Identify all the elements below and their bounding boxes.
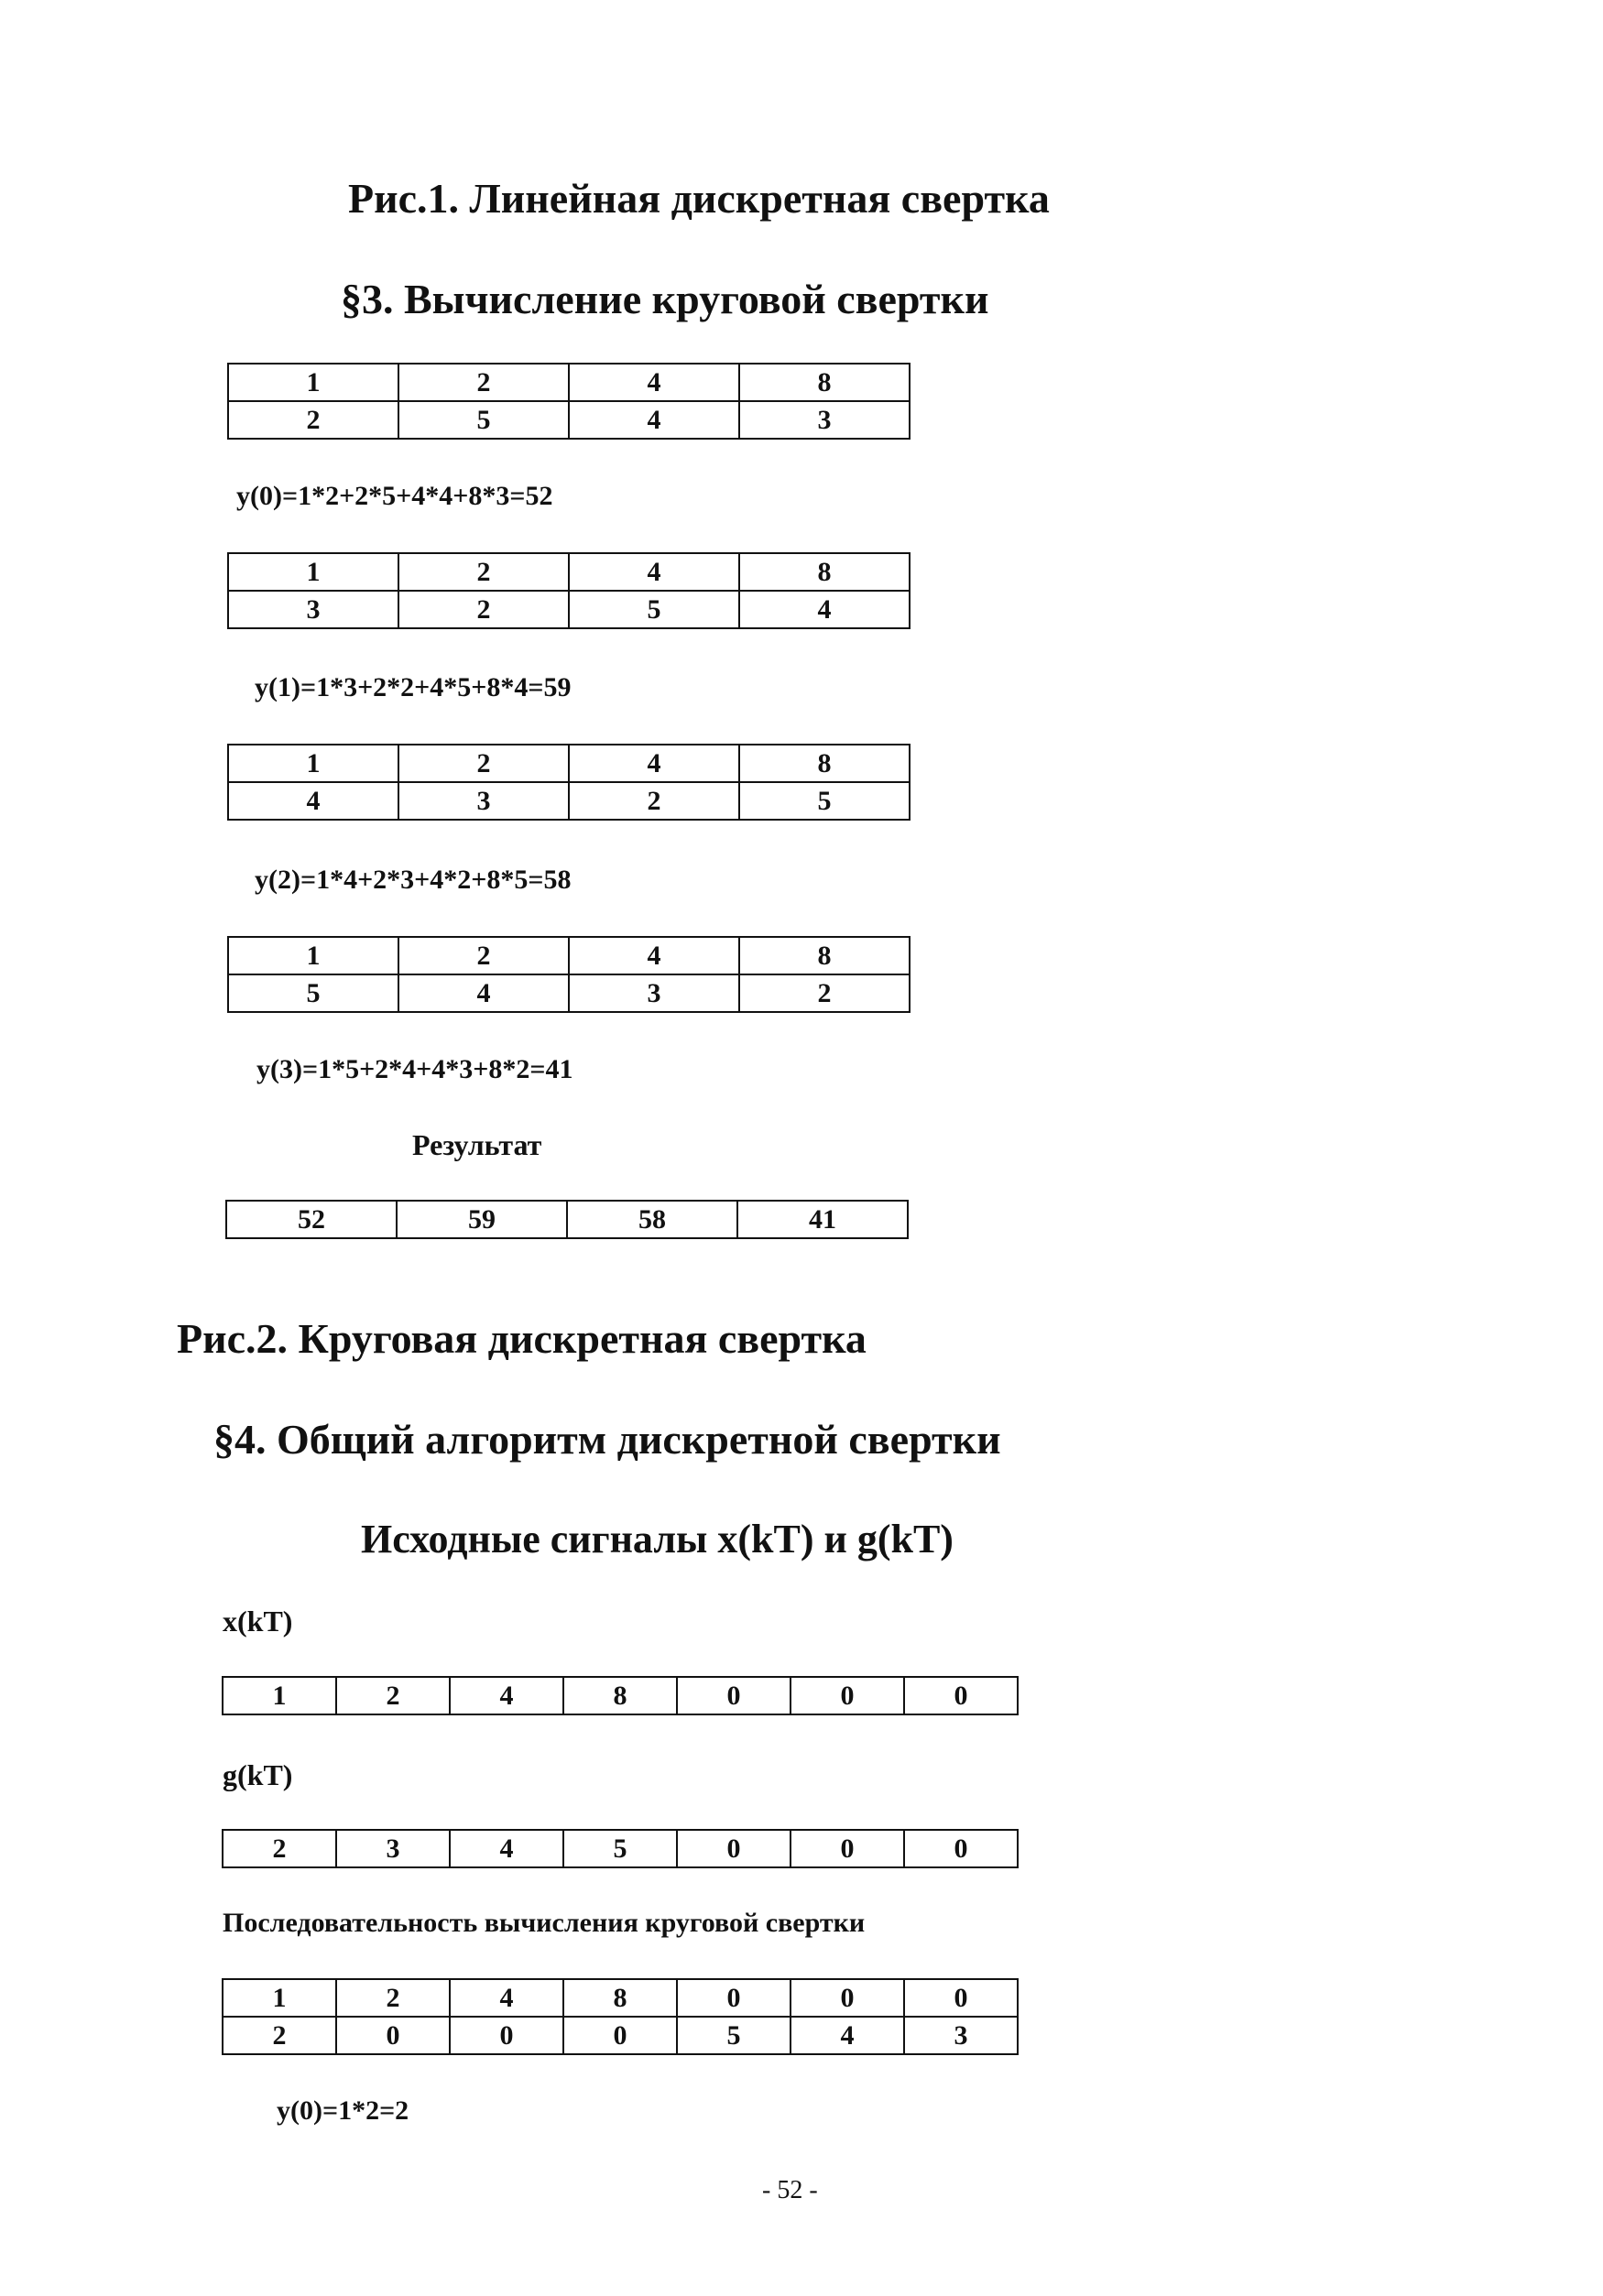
sequence-step-0-table: [222, 1978, 1019, 2055]
section-4-subtitle: Исходные сигналы x(kT) и g(kT): [361, 1517, 954, 1561]
formula-y2: y(2)=1*4+2*3+4*2+8*5=58: [255, 865, 572, 895]
table-cell: 58: [567, 1201, 737, 1238]
table-row: [228, 782, 910, 820]
table-row: [228, 591, 910, 628]
g-signal-table: [222, 1829, 1019, 1868]
table-cell: 1: [223, 1677, 336, 1714]
table-cell: 0: [450, 2017, 563, 2054]
table-cell: 0: [791, 1979, 904, 2017]
table-cell: 2: [336, 1677, 450, 1714]
table-cell: 52: [226, 1201, 397, 1238]
table-cell: 4: [791, 2017, 904, 2054]
table-cell: 0: [563, 2017, 677, 2054]
table-row: [228, 974, 910, 1012]
table-cell: 8: [563, 1677, 677, 1714]
table-cell: 0: [904, 1830, 1018, 1867]
circular-step-3-table: [227, 936, 911, 1013]
table-cell: 5: [677, 2017, 791, 2054]
table-cell: 2: [398, 553, 569, 591]
table-cell: 8: [739, 745, 910, 782]
x-signal-label: x(kT): [223, 1605, 293, 1638]
table-cell: 4: [569, 364, 739, 401]
table-cell: 1: [228, 364, 398, 401]
circular-step-2-table: [227, 744, 911, 821]
table-cell: 8: [739, 553, 910, 591]
table-cell: 3: [228, 591, 398, 628]
figure-2-caption: Рис.2. Круговая дискретная свертка: [177, 1315, 867, 1362]
table-row: [226, 1201, 908, 1238]
table-cell: 0: [677, 1830, 791, 1867]
table-cell: 8: [739, 364, 910, 401]
table-cell: 1: [228, 745, 398, 782]
formula-y3: y(3)=1*5+2*4+4*3+8*2=41: [256, 1054, 573, 1084]
table-cell: 4: [569, 745, 739, 782]
table-cell: 2: [398, 937, 569, 974]
circular-step-1-table: [227, 552, 911, 629]
table-cell: 0: [791, 1830, 904, 1867]
table-cell: 4: [569, 553, 739, 591]
table-cell: 0: [677, 1979, 791, 2017]
table-row: [223, 1677, 1018, 1714]
result-table: [225, 1200, 909, 1239]
section-3-title: §3. Вычисление круговой свертки: [341, 276, 989, 322]
page-number: - 52 -: [762, 2176, 818, 2204]
table-cell: 0: [904, 1979, 1018, 2017]
table-cell: 8: [563, 1979, 677, 2017]
table-cell: 2: [223, 2017, 336, 2054]
table-row: [228, 364, 910, 401]
g-signal-label: g(kT): [223, 1758, 293, 1791]
table-row: [228, 937, 910, 974]
table-cell: 2: [739, 974, 910, 1012]
sequence-formula-y0: y(0)=1*2=2: [277, 2095, 409, 2126]
table-cell: 1: [223, 1979, 336, 2017]
table-cell: 8: [739, 937, 910, 974]
table-cell: 5: [569, 591, 739, 628]
table-row: [223, 1979, 1018, 2017]
sequence-caption: Последовательность вычисления круговой свертки: [223, 1908, 866, 1938]
figure-1-caption: Рис.1. Линейная дискретная свертка: [348, 175, 1050, 222]
table-row: [228, 401, 910, 439]
table-cell: 4: [398, 974, 569, 1012]
formula-y0: y(0)=1*2+2*5+4*4+8*3=52: [236, 481, 553, 511]
table-cell: 4: [228, 782, 398, 820]
table-cell: 2: [569, 782, 739, 820]
table-cell: 4: [450, 1677, 563, 1714]
formula-y1: y(1)=1*3+2*2+4*5+8*4=59: [255, 672, 572, 702]
table-cell: 2: [398, 364, 569, 401]
table-cell: 5: [739, 782, 910, 820]
table-cell: 4: [569, 401, 739, 439]
table-cell: 4: [450, 1979, 563, 2017]
table-row: [223, 2017, 1018, 2054]
table-cell: 5: [228, 974, 398, 1012]
table-cell: 2: [336, 1979, 450, 2017]
table-cell: 3: [398, 782, 569, 820]
result-label: Результат: [412, 1128, 542, 1161]
section-4-title: §4. Общий алгоритм дискретной свертки: [213, 1416, 1001, 1463]
x-signal-table: [222, 1676, 1019, 1715]
table-cell: 1: [228, 937, 398, 974]
circular-step-0-table: [227, 363, 911, 440]
table-cell: 5: [563, 1830, 677, 1867]
table-cell: 4: [450, 1830, 563, 1867]
table-cell: 2: [398, 745, 569, 782]
table-cell: 2: [223, 1830, 336, 1867]
table-cell: 1: [228, 553, 398, 591]
table-cell: 2: [228, 401, 398, 439]
table-cell: 0: [677, 1677, 791, 1714]
table-cell: 59: [397, 1201, 567, 1238]
table-cell: 0: [791, 1677, 904, 1714]
table-cell: 0: [904, 1677, 1018, 1714]
table-row: [228, 553, 910, 591]
table-cell: 0: [336, 2017, 450, 2054]
table-cell: 3: [569, 974, 739, 1012]
table-row: [223, 1830, 1018, 1867]
table-cell: 4: [739, 591, 910, 628]
table-cell: 4: [569, 937, 739, 974]
table-cell: 3: [904, 2017, 1018, 2054]
table-cell: 2: [398, 591, 569, 628]
table-row: [228, 745, 910, 782]
table-cell: 5: [398, 401, 569, 439]
table-cell: 3: [739, 401, 910, 439]
table-cell: 3: [336, 1830, 450, 1867]
table-cell: 41: [737, 1201, 908, 1238]
